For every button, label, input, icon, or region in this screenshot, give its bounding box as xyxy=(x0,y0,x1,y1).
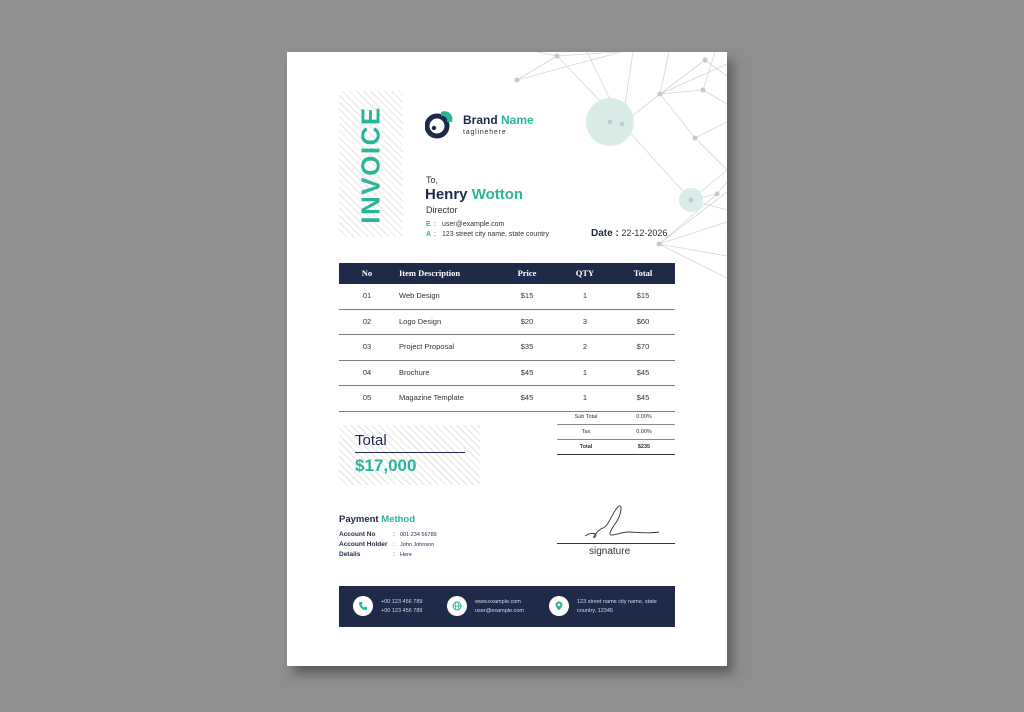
totals-summary xyxy=(557,410,675,455)
recipient-to-label: To, xyxy=(426,175,439,185)
footer-phone-1: +00 123 456 789 xyxy=(381,599,423,605)
tax-label: Tax xyxy=(581,429,591,435)
row-description: Web Design xyxy=(399,291,440,300)
table-row xyxy=(339,310,675,336)
invoice-date xyxy=(591,228,667,239)
footer-phone xyxy=(381,598,422,615)
recipient-email-line: E : user@example.com xyxy=(426,221,505,228)
footer-email: user@example.com xyxy=(475,607,524,614)
payment-field-value: Here xyxy=(400,552,412,558)
brand-tagline: taglinehere xyxy=(463,129,507,136)
table-row xyxy=(339,335,675,361)
row-total: $70 xyxy=(636,342,650,351)
address-key: A xyxy=(426,231,432,238)
payment-account-holder: Account Holder : John Johnson xyxy=(339,541,435,548)
table-header xyxy=(339,263,675,284)
row-description: Logo Design xyxy=(399,316,442,326)
grand-total-value: $17,000 xyxy=(355,456,417,475)
tax-row xyxy=(557,425,675,440)
summary-total-row xyxy=(557,440,675,455)
row-price: $45 xyxy=(520,367,534,377)
row-description: Project Proposal xyxy=(399,342,455,351)
row-no: 04 xyxy=(362,367,372,377)
row-qty: 2 xyxy=(582,342,588,351)
row-qty: 1 xyxy=(582,367,588,377)
brand-name-primary: Brand xyxy=(463,113,498,127)
footer-address-1: 123 street name city name, state xyxy=(577,599,657,605)
grand-total-label: Total xyxy=(355,432,387,449)
summary-total-value: $235 xyxy=(637,444,651,450)
row-no: 03 xyxy=(362,342,372,351)
row-qty: 3 xyxy=(582,316,588,326)
footer-address xyxy=(577,598,657,615)
header-qty: QTY xyxy=(575,268,595,278)
brand-name xyxy=(463,113,534,127)
payment-field-value: 001 234 56789 xyxy=(400,532,437,538)
invoice-title: INVOICE xyxy=(355,106,386,224)
date-label: Date : xyxy=(591,228,619,239)
signature-label: signature xyxy=(589,546,631,557)
signature-line xyxy=(557,543,675,544)
header-total: Total xyxy=(633,268,653,278)
payment-field-label: Account Holder xyxy=(339,541,388,548)
row-no: 01 xyxy=(362,291,372,300)
row-no: 05 xyxy=(362,393,372,402)
footer-website: www.example.com xyxy=(475,599,521,605)
network-decoration-graphic xyxy=(477,52,727,292)
payment-field-value: John Johnson xyxy=(400,542,435,548)
row-price: $45 xyxy=(520,393,534,402)
summary-total-label: Total xyxy=(579,444,593,450)
tax-value: 0.00% xyxy=(636,429,652,435)
brand-name-accent: Name xyxy=(501,113,534,127)
recipient-role: Director xyxy=(426,205,458,215)
row-total: $45 xyxy=(636,393,650,402)
subtotal-row xyxy=(557,410,675,425)
recipient-last-name: Wotton xyxy=(471,186,524,203)
row-no: 02 xyxy=(362,316,372,326)
header-description: Item Description xyxy=(399,268,461,278)
recipient-first-name: Henry xyxy=(425,186,468,203)
footer-web xyxy=(475,598,524,615)
row-total: $45 xyxy=(636,367,650,377)
payment-details: Details : Here xyxy=(339,551,412,558)
table-row xyxy=(339,284,675,310)
email-key: E xyxy=(426,221,431,228)
row-description: Magazine Template xyxy=(399,393,464,402)
row-qty: 1 xyxy=(582,393,588,402)
subtotal-value: 0.00% xyxy=(636,414,652,420)
items-table xyxy=(339,263,675,412)
row-total: $60 xyxy=(636,316,650,326)
subtotal-label: Sub Total xyxy=(574,414,598,420)
location-pin-icon xyxy=(549,596,569,616)
payment-field-label: Account No xyxy=(339,531,376,538)
payment-method-title xyxy=(339,514,415,525)
table-row xyxy=(339,386,675,412)
row-qty: 1 xyxy=(582,291,588,300)
payment-title-primary: Payment xyxy=(339,514,379,525)
recipient-name xyxy=(425,186,523,203)
row-price: $35 xyxy=(520,342,534,351)
row-description: Brochure xyxy=(399,367,430,377)
phone-icon xyxy=(353,596,373,616)
payment-field-label: Details xyxy=(339,551,361,558)
footer-address-2: country, 12345 xyxy=(577,607,613,614)
row-total: $15 xyxy=(636,291,650,300)
invoice-page xyxy=(287,52,727,666)
payment-title-accent: Method xyxy=(381,514,416,525)
recipient-email: user@example.com xyxy=(442,221,505,228)
header-price: Price xyxy=(517,268,537,278)
signature-scribble xyxy=(577,502,667,542)
row-price: $15 xyxy=(520,291,534,300)
date-value: 22-12-2026 xyxy=(621,228,668,238)
footer-phone-2: +00 123 456 789 xyxy=(381,607,423,614)
grand-total-divider xyxy=(355,452,465,453)
header-no: No xyxy=(361,268,373,278)
table-row xyxy=(339,361,675,387)
brand-logo-icon xyxy=(425,108,455,140)
globe-icon xyxy=(447,596,467,616)
payment-account-no: Account No : 001 234 56789 xyxy=(339,531,437,538)
recipient-address: 123 street city name, state country xyxy=(442,231,549,238)
row-price: $20 xyxy=(520,316,534,326)
contact-footer xyxy=(339,586,675,627)
recipient-address-line: A : 123 street city name, state country xyxy=(426,231,549,238)
